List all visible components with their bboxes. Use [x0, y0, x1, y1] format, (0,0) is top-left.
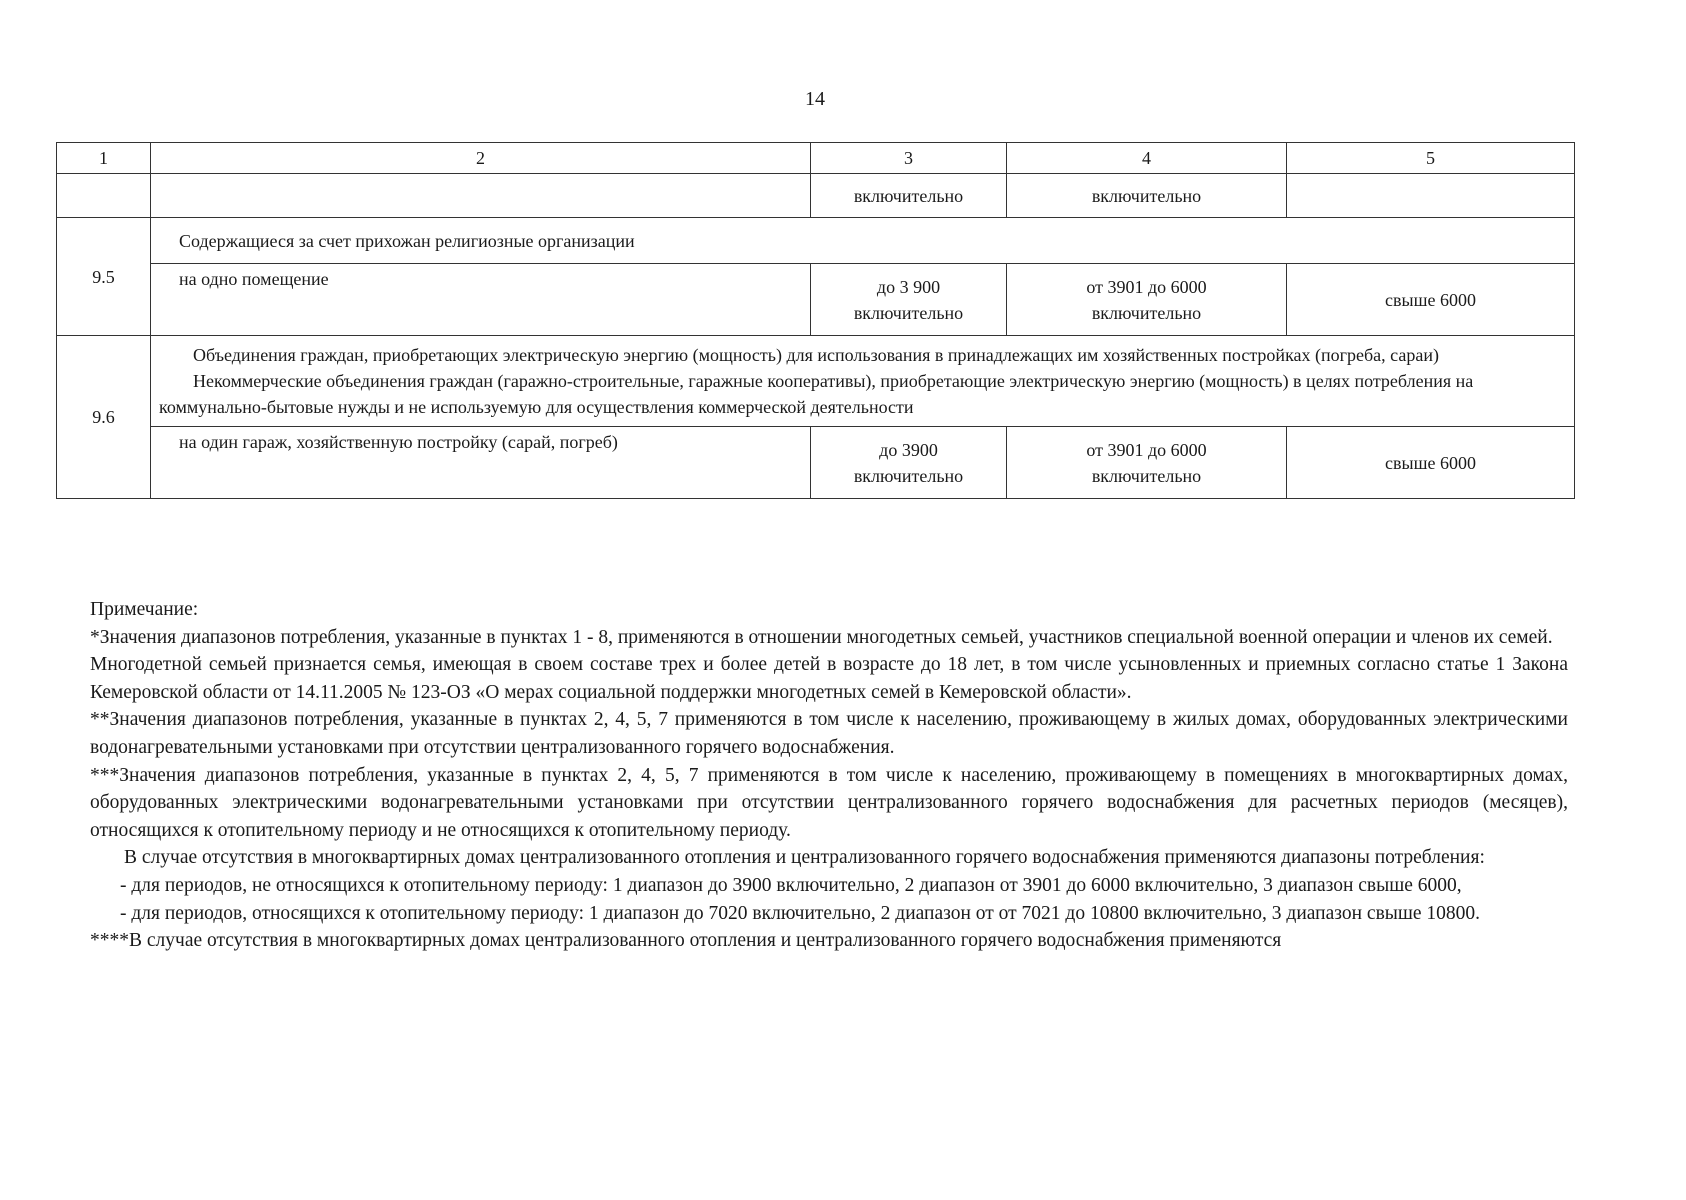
tariff-table: [56, 142, 1575, 499]
row-9-6-title: [57, 336, 1575, 427]
row-9-5-col3: [811, 264, 1007, 336]
header-col-3: 3: [811, 143, 1007, 174]
note-2: **Значения диапазонов потребления, указанные в пунктах 2, 4, 5, 7 применяются в том числе к населению, проживающему в жилых домах, оборудованных электрическими водонагревательными установками при отсутствии централизованного горячего водоснабжения.: [90, 709, 1568, 758]
row-9-6-values: [57, 427, 1575, 499]
row-9-5-col3-incl: включительно: [853, 302, 964, 323]
continuation-row: [57, 174, 1575, 218]
note-3: ***Значения диапазонов потребления, указанные в пунктах 2, 4, 5, 7 применяются в том числе к населению, проживающему в помещениях в многоквартирных домах, оборудованных электрическими водонагревательными установками при отсутствии централизованного горячего водоснабжения для расчетных периодов (месяцев), относящихся к отопительному периоду и не относящихся к отопительному периоду.: [90, 764, 1568, 841]
note-7: ****В случае отсутствия в многоквартирных домах централизованного отопления и централизованного горячего водоснабжения применяются: [90, 930, 1282, 952]
row-9-6-col3: [811, 427, 1007, 499]
note-5: - для периодов, не относящихся к отопительному периоду: 1 диапазон до 3900 включительно, 2 диапазон от 3901 до 6000 включительно, 3 диапазон свыше 6000,: [120, 874, 1462, 896]
cont-col4: включительно: [1007, 174, 1287, 218]
notes-section: [90, 596, 1568, 955]
row-9-6-number: 9.6: [57, 336, 151, 499]
cont-num: [57, 174, 151, 218]
row-9-5-title: [57, 218, 1575, 264]
row-9-5-col4-incl: включительно: [1091, 302, 1202, 323]
row-9-6-title-cell: [151, 336, 1575, 427]
note-1-large-family: Многодетной семьей признается семья, имеющая в своем составе трех и более детей в возрасте до 18 лет, в том числе усыновленных и приемных согласно статье 1 Закона Кемеровской области от 14.11.2005 № 123-ОЗ «О мерах социальной поддержки многодетных семей в Кемеровской области».: [90, 654, 1568, 703]
row-9-5-col3-range: до 3 900: [876, 276, 941, 297]
note-4: В случае отсутствия в многоквартирных домах централизованного отопления и централизованного горячего водоснабжения применяются диапазоны потребления:: [124, 847, 1485, 869]
row-9-6-col3-range: до 3900: [879, 439, 938, 460]
row-9-5-number: 9.5: [57, 218, 151, 336]
row-9-5-title-text: Содержащиеся за счет прихожан религиозные организации: [151, 218, 1575, 264]
header-row: [57, 143, 1575, 174]
row-9-6-col4: [1007, 427, 1287, 499]
row-9-6-title-1: Объединения граждан, приобретающих электрическую энергию (мощность) для использования в принадлежащих им хозяйственных постройках (погреба, сараи): [193, 345, 1439, 365]
row-9-6-title-2: Некоммерческие объединения граждан (гаражно-строительные, гаражные кооперативы), приобретающие электрическую энергию (мощность) в целях потребления на коммунально-бытовые нужды и не используемую для осуществления коммерческой деятельности: [159, 371, 1474, 417]
header-col-2: 2: [151, 143, 811, 174]
row-9-6-col5: свыше 6000: [1287, 427, 1575, 499]
row-9-5-col4: [1007, 264, 1287, 336]
cont-label: [151, 174, 811, 218]
page-number: 14: [805, 88, 825, 110]
cont-col5: [1287, 174, 1575, 218]
note-6: - для периодов, относящихся к отопительному периоду: 1 диапазон до 7020 включительно, 2 диапазон от от 7021 до 10800 включительно, 3 диапазон свыше 10800.: [120, 902, 1481, 924]
row-9-5-col4-range: от 3901 до 6000: [1086, 276, 1207, 297]
note-1: *Значения диапазонов потребления, указанные в пунктах 1 - 8, применяются в отношении многодетных семьей, участников специальной военной операции и членов их семей.: [90, 626, 1553, 648]
row-9-5-label: на одно помещение: [151, 264, 811, 336]
row-9-6-col4-range: от 3901 до 6000: [1086, 439, 1207, 460]
row-9-6-col3-incl: включительно: [853, 465, 964, 486]
row-9-6-col4-incl: включительно: [1091, 465, 1202, 486]
header-col-4: 4: [1007, 143, 1287, 174]
header-col-5: 5: [1287, 143, 1575, 174]
row-9-5-col5: свыше 6000: [1287, 264, 1575, 336]
row-9-5-values: [57, 264, 1575, 336]
header-col-1: 1: [57, 143, 151, 174]
notes-heading: Примечание:: [90, 599, 199, 620]
row-9-6-label: на один гараж, хозяйственную постройку (сарай, погреб): [151, 427, 811, 499]
cont-col3: включительно: [811, 174, 1007, 218]
